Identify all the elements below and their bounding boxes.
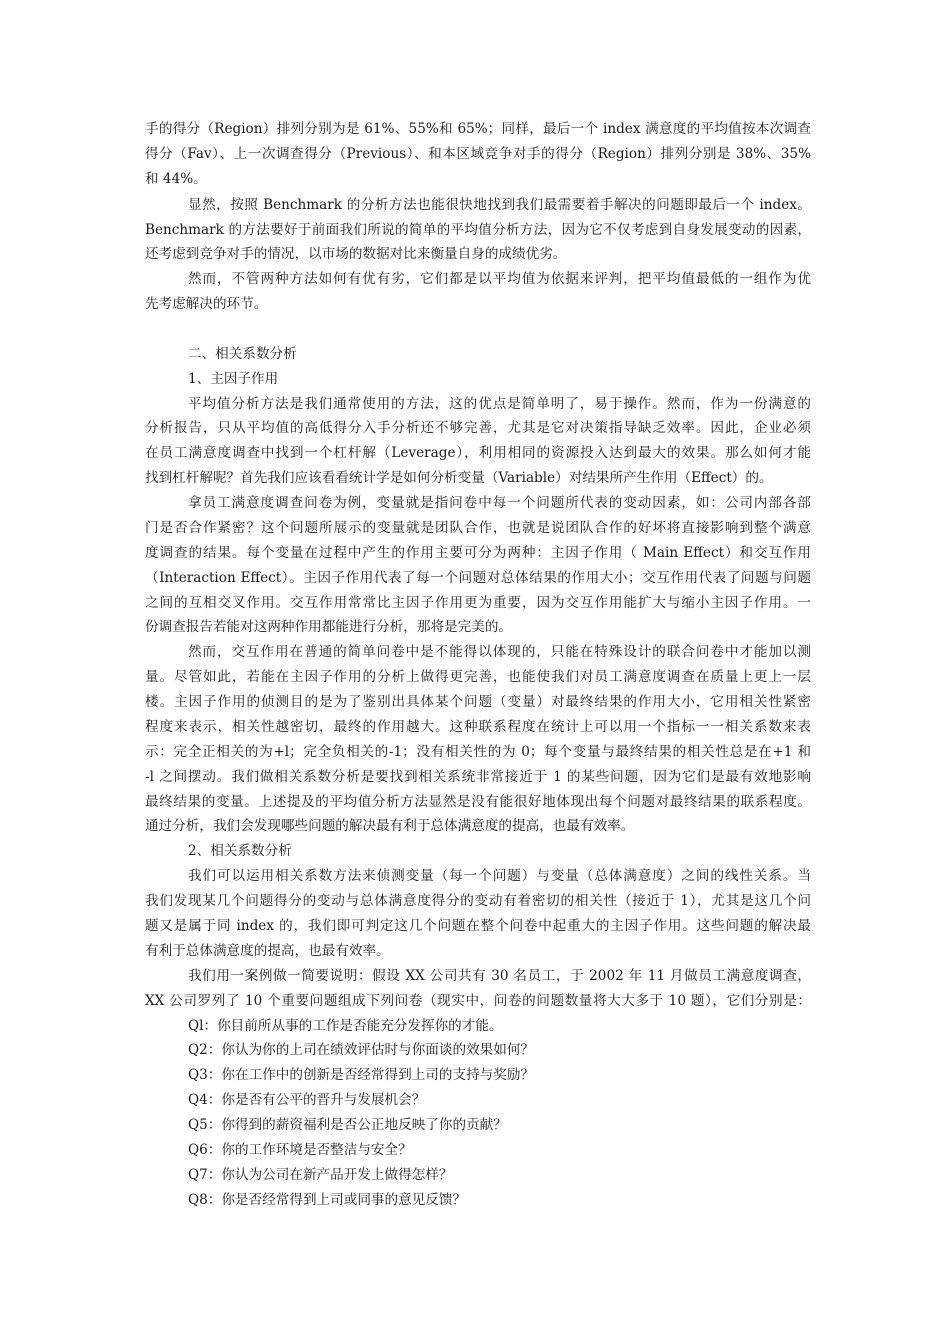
paragraph-line: 在员工满意度调查中找到一个杠杆解（Leverage），利用相同的资源投入达到最大的效果。那么如何才能: [145, 445, 811, 461]
paragraph-line: 拿员工满意度调查问卷为例，变量就是指问卷中每一个问题所代表的变动因素，如：公司内部各部: [188, 495, 811, 511]
paragraph-line: 还考虑到竞争对手的情况，以市场的数据对比来衡量自身的成绩优劣。: [145, 246, 567, 262]
question-item: Q4：你是否有公平的晋升与发展机会？: [188, 1092, 426, 1108]
paragraph-line: 量。尽管如此，若能在主因子作用的分析上做得更完善，也能使我们对员工满意度调查在质量上更上一层: [145, 669, 811, 685]
paragraph-line: 通过分析，我们会发现哪些问题的解决最有利于总体满意度的提高，也最有效率。: [145, 818, 635, 834]
section-heading: 二、相关系数分析: [188, 346, 297, 362]
paragraph-line: 我们可以运用相关系数方法来侦测变量（每一个问题）与变量（总体满意度）之间的线性关系。当: [188, 868, 811, 884]
question-item: Q3：你在工作中的创新是否经常得到上司的支持与奖励？: [188, 1067, 535, 1083]
paragraph-line: 得分（Fav）、上一次调查得分（Previous）、和本区域竞争对手的得分（Region）排列分别是 38%、35%: [145, 146, 811, 162]
paragraph-line: 然而，交互作用在普通的简单问卷中是不能得以体现的，只能在特殊设计的联合问卷中才能加以测: [188, 644, 811, 660]
question-item: Q5：你得到的薪资福利是否公正地反映了你的贡献？: [188, 1117, 507, 1133]
question-item: Q7：你认为公司在新产品开发上做得怎样？: [188, 1167, 453, 1183]
paragraph-line: 题又是属于同 index 的，我们即可判定这几个问题在整个问卷中起重大的主因子作用。这些问题的解决最: [145, 918, 811, 934]
question-item: Ql：你目前所从事的工作是否能充分发挥你的才能。: [188, 1018, 503, 1034]
paragraph-line: 示：完全正相关的为+l；完全负相关的-1；没有相关性的为 0；每个变量与最终结果的相关性总是在+1 和: [145, 744, 811, 760]
paragraph-line: 之间的互相交叉作用。交互作用常常比主因子作用更为重要，因为交互作用能扩大与缩小主因子作用。一: [145, 595, 811, 611]
question-item: Q2：你认为你的上司在绩效评估时与你面谈的效果如何？: [188, 1042, 535, 1058]
paragraph-line: 最终结果的变量。上述提及的平均值分析方法显然是没有能很好地体现出每个问题对最终结果的联系程度。: [145, 794, 811, 810]
paragraph-line: 程度来表示，相关性越密切，最终的作用越大。这种联系程度在统计上可以用一个指标一一相关系数来表: [145, 719, 811, 735]
subsection-heading: 2、相关系数分析: [188, 843, 292, 859]
paragraph-line: -l 之间摆动。我们做相关系数分析是要找到相关系统非常接近于 1 的某些问题，因为它们是最有效地影响: [145, 769, 811, 785]
paragraph-line: （Interaction Effect）。主因子作用代表了每一个问题对总体结果的作用大小；交互作用代表了问题与问题: [145, 570, 811, 586]
paragraph-line: 有利于总体满意度的提高，也最有效率。: [145, 943, 390, 959]
question-item: Q8：你是否经常得到上司或同事的意见反馈？: [188, 1192, 467, 1208]
paragraph-line: 先考虑解决的环节。: [145, 296, 268, 312]
paragraph-line: 显然，按照 Benchmark 的分析方法也能很快地找到我们最需要着手解决的问题即最后一个 index。: [188, 197, 811, 213]
paragraph-line: 和 44%。: [145, 171, 207, 187]
paragraph-line: 楼。主因子作用的侦测目的是为了鉴别出具体某个问题（变量）对最终结果的作用大小，它用相关性紧密: [145, 694, 811, 710]
subsection-heading: 1、主因子作用: [188, 371, 279, 387]
paragraph-line: 份调查报告若能对这两种作用都能进行分析，那将是完美的。: [145, 619, 513, 635]
paragraph-line: XX 公司罗列了 10 个重要问题组成下列问卷（现实中，问卷的问题数量将大大多于 10 题），它们分别是：: [145, 993, 811, 1009]
paragraph-line: 手的得分（Region）排列分别为是 61%、55%和 65%；同样，最后一个 index 满意度的平均值按本次调查: [145, 121, 811, 137]
paragraph-line: Benchmark 的方法要好于前面我们所说的简单的平均值分析方法，因为它不仅考虑到自身发展变动的因素，: [145, 222, 811, 238]
paragraph-line: 找到杠杆解呢？首先我们应该看看统计学是如何分析变量（Variable）对结果所产生作用（Effect）的。: [145, 470, 773, 486]
paragraph-line: 度调查的结果。每个变量在过程中产生的作用主要可分为两种：主因子作用（ Main Effect）和交互作用: [145, 545, 811, 561]
question-item: Q6：你的工作环境是否整洁与安全？: [188, 1142, 412, 1158]
paragraph-line: 我们发现某几个问题得分的变动与总体满意度得分的变动有着密切的相关性（接近于 1），尤其是这几个问: [145, 893, 811, 909]
paragraph-line: 分析报告，只从平均值的高低得分入手分析还不够完善，尤其是它对决策指导缺乏效率。因此，企业必须: [145, 420, 811, 436]
paragraph-line: 门是否合作紧密？这个问题所展示的变量就是团队合作，也就是说团队合作的好坏将直接影响到整个满意: [145, 520, 811, 536]
paragraph-line: 平均值分析方法是我们通常使用的方法，这的优点是简单明了，易于操作。然而，作为一份满意的: [188, 396, 811, 412]
paragraph-line: 我们用一案例做一简要说明：假设 XX 公司共有 30 名员工，于 2002 年 11 月做员工满意度调查，: [188, 968, 811, 984]
paragraph-line: 然而，不管两种方法如何有优有劣，它们都是以平均值为依据来评判，把平均值最低的一组作为优: [188, 271, 811, 287]
